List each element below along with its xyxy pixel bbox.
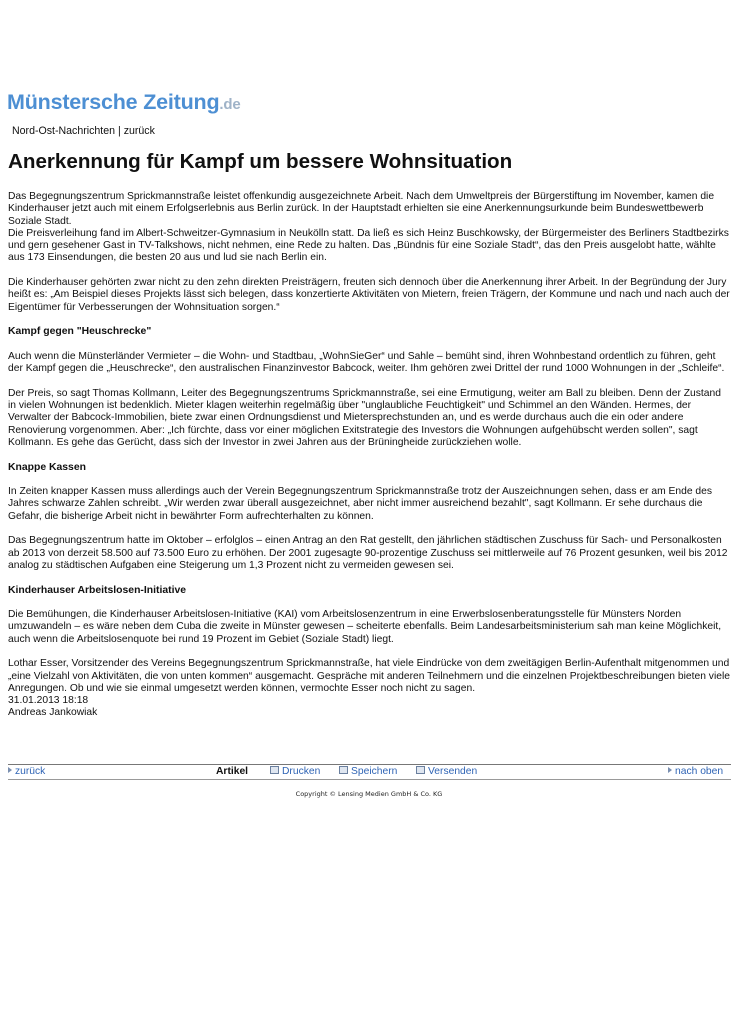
back-link[interactable] [8,765,45,778]
breadcrumb [12,125,155,137]
article-paragraph: Die Bemühungen, die Kinderhauser Arbeitslosen-Initiative (KAI) vom Arbeitslosenzentrum in eine Erwerbslosenberatungsstelle für Münsters Norden umzuwandeln – es wäre neben dem Cuba die zweite in Münster gewesen – scheiterte ebenfalls. Beim Landesarbeitsministerium sah man keine Möglichkeit, auch wenn die Arbeitslosenquote bei rund 19 Prozent im Gebiet (Soziale Stadt) liegt. [8,609,722,645]
arrow-right-icon [8,767,12,773]
back-to-top-link[interactable] [668,765,723,778]
article-paragraph: Auch wenn die Münsterländer Vermieter – die Wohn- und Stadtbau, „WohnSieGer“ und Sahle – bemüht sind, ihren Wohnbestand ordentlich zu führen, geht der Kampf gegen die „Heuschrecke“, den australischen Finanzinvestor Babcock, weiter. Ihm gehören zwei Drittel der rund 1000 Wohnungen in der „Schleife“. [8,350,725,375]
article-paragraph: Die Kinderhauser gehörten zwar nicht zu den zehn direkten Preisträgern, freuten sich dennoch über die Anerkennung ihrer Arbeit. In der Begründung der Jury heißt es: „Am Beispiel dieses Projekts lässt sich belegen, dass konzertierte Aktivitäten von Mietern, freien Trägern, der Kommune und nach und nach auch der Eigentümer für Verbesserungen der Wohnsituation sorgen.“ [8,277,730,313]
logo-domain-text: .de [219,96,241,113]
print-button[interactable] [270,765,320,778]
breadcrumb-section-link[interactable]: Nord-Ost-Nachrichten [12,125,116,137]
article-paragraph: Lothar Esser, Vorsitzender des Vereins Begegnungszentrum Sprickmannstraße, hat viele Eindrücke von dem zweitägigen Berlin-Aufenthalt mitgenommen und „eine Vielzahl von Aktivitäten, die von unten kommen“ ausgemacht. Gespräche mit anderen Teilnehmern und die einzelnen Projektbeschreibungen bieten viele Anregungen. Ob und wie sie einmal umgesetzt werden können, vermochte Esser noch nicht zu sagen. [8,658,730,694]
article-subheading: Kampf gegen "Heuschrecke" [8,326,152,338]
send-button[interactable] [416,765,477,778]
article-date: 31.01.2013 18:18 [8,695,89,707]
article-body [8,191,731,720]
breadcrumb-back-link[interactable]: zurück [123,125,155,137]
article-paragraph: Der Preis, so sagt Thomas Kollmann, Leiter des Begegnungszentrums Sprickmannstraße, sei eine Ermutigung, weiter am Ball zu bleiben. Denn der Zustand in vielen Wohnungen ist bedenklich. Mieter klagen weiterhin regelmäßig über "unglaubliche Feuchtigkeit" und Schimmel an den Wänden. Hermes, der Verwalter der Babcock-Immobilien, biete zwar einen Ordnungsdienst und Mietersprechstunden an, und es werde durchaus auch die ein oder andere Renovierung vorgenommen. Aber: „Ich fürchte, dass vor einer möglichen Exitstrategie des Investors die Wohnungen aufgehübscht werden sollen", sagt Kollmann. Es gehe das Gerücht, dass sich der Investor in zwei Jahren aus der Brüningheide zurückziehen wolle. [8,387,721,448]
disk-icon [339,766,348,774]
breadcrumb-separator: | [117,125,121,137]
back-link-label: zurück [15,766,46,777]
back-to-top-label: nach oben [675,766,724,777]
article-toolbar [8,764,731,780]
site-logo[interactable] [7,90,241,115]
article-subheading: Kinderhauser Arbeitslosen-Initiative [8,584,187,596]
envelope-icon [416,766,425,774]
article-paragraph: In Zeiten knapper Kassen muss allerdings auch der Verein Begegnungszentrum Sprickmannstraße trotz der Auszeichnungen sehen, dass er am Ende des Jahres schwarze Zahlen schreibt. „Wir werden zwar überall ausgezeichnet, aber nicht immer ausreichend bezahlt", sagt Kollmann. Er sehe durchaus die Gefahr, die bisherige Arbeit nicht in bewährter Form aufrechterhalten zu können. [8,486,713,522]
save-button-label: Speichern [351,766,398,777]
article-author: Andreas Jankowiak [8,707,98,719]
article-label: Artikel [216,766,249,777]
save-button[interactable] [339,765,397,778]
print-button-label: Drucken [282,766,321,777]
article-paragraph: Das Begegnungszentrum hatte im Oktober – erfolglos – einen Antrag an den Rat gestellt, den jährlichen städtischen Zuschuss für Sach- und Personalkosten ab 2013 von derzeit 58.500 auf 73.500 Euro zu erhöhen. Der 2001 zugesagte 90-prozentige Zuschuss sei mittlerweile auf 76 Prozent gesunken, weil bis 2012 analog zu städtischen Aufgaben eine Steigerung um 1,3 Prozent nicht zu vermeiden gewesen sei. [8,535,728,571]
logo-main-text: Münstersche Zeitung [7,90,220,114]
article-paragraph: Das Begegnungszentrum Sprickmannstraße leistet offenkundig ausgezeichnete Arbeit. Nach dem Umweltpreis der Bürgerstiftung im November, kamen die Kinderhauser jetzt auch mit einem Erfolgserlebnis aus Berlin zurück. In der Hauptstadt erhielten sie eine Anerkennungsurkunde beim Bundeswettbewerb Soziale Stadt. [8,191,715,227]
send-button-label: Versenden [428,766,478,777]
arrow-right-icon [668,767,672,773]
article-title: Anerkennung für Kampf um bessere Wohnsituation [8,150,513,173]
article-paragraph: Die Preisverleihung fand im Albert-Schweitzer-Gymnasium in Neukölln statt. Da ließ es sich Heinz Buschkowsky, der Bürgermeister des Berliners Stadtbezirks und gern gesehener Gast in TV-Talkshows, nicht nehmen, eine Rede zu halten. Das „Bündnis für eine Soziale Stadt“, das den Preis ausgelobt hatte, wählte aus 173 Einsendungen, die besten 20 aus und lud sie nach Berlin ein. [8,227,729,264]
copyright-notice: Copyright © Lensing Medien GmbH & Co. KG [295,790,443,798]
printer-icon [270,766,279,774]
article-subheading: Knappe Kassen [8,461,86,473]
